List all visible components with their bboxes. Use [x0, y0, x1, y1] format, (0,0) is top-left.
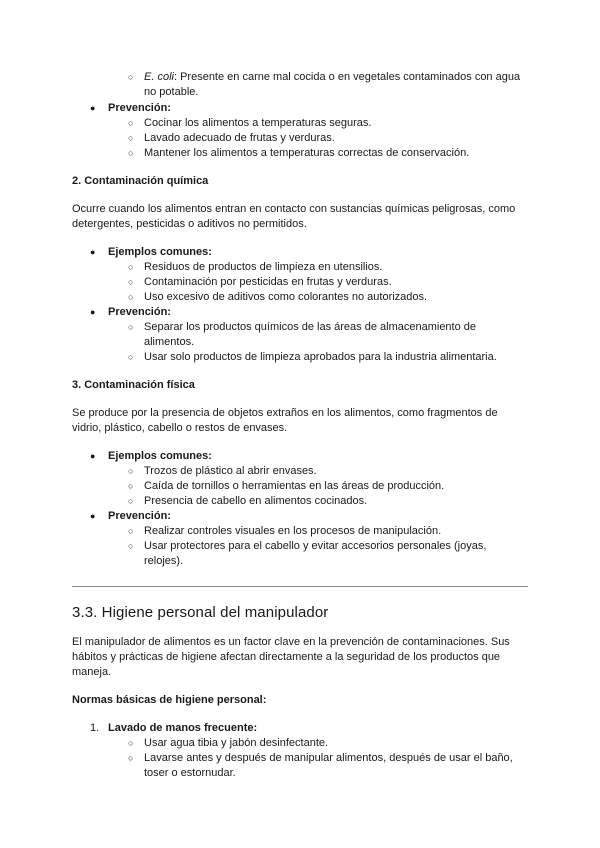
list-item: ○ Uso excesivo de aditivos como colorantes no autorizados. — [128, 291, 428, 303]
numbered-item-handwashing: 1. Lavado de manos frecuente: — [90, 722, 258, 734]
circle-bullet-icon: ○ — [128, 541, 134, 551]
bullet-icon: ● — [90, 451, 96, 461]
circle-bullet-icon: ○ — [128, 352, 134, 362]
norms-heading: Normas básicas de higiene personal: — [72, 694, 267, 706]
circle-bullet-icon: ○ — [128, 496, 134, 506]
circle-bullet-icon: ○ — [128, 262, 134, 272]
list-item: ○ Usar protectores para el cabello y evitar accesorios personales (joyas, relojes). — [128, 540, 487, 567]
circle-bullet-icon: ○ — [128, 466, 134, 476]
circle-bullet-icon: ○ — [128, 526, 134, 536]
circle-bullet-icon: ○ — [128, 753, 134, 763]
ecoli-term: E. coli — [144, 71, 174, 83]
list-item-ecoli — [72, 70, 528, 100]
examples-label-physical: ● Ejemplos comunes: — [90, 450, 212, 462]
section-heading-chemical: 2. Contaminación química — [72, 175, 209, 187]
list-item: ○ Caída de tornillos o herramientas en las áreas de producción. — [128, 480, 445, 492]
list-item: ○ Cocinar los alimentos a temperaturas seguras. — [128, 117, 372, 129]
bullet-icon: ● — [90, 307, 96, 317]
list-item: ○ Usar solo productos de limpieza aprobados para la industria alimentaria. — [128, 351, 497, 363]
hygiene-intro: El manipulador de alimentos es un factor clave en la prevención de contaminaciones. Sus hábitos y prácticas de higiene afectan directamente a la seguridad de los productos que maneja. — [72, 636, 510, 678]
prevention-label-1: ● Prevención: — [90, 102, 171, 114]
circle-bullet-icon: ○ — [128, 277, 134, 287]
circle-bullet-icon: ○ — [128, 481, 134, 491]
circle-bullet-icon: ○ — [128, 72, 134, 82]
list-number: 1. — [90, 722, 100, 734]
list-item: ○ Mantener los alimentos a temperaturas correctas de conservación. — [128, 147, 470, 159]
circle-bullet-icon: ○ — [128, 322, 134, 332]
bullet-icon: ● — [90, 247, 96, 257]
section-divider — [72, 586, 528, 587]
list-item: ○ Lavado adecuado de frutas y verduras. — [128, 132, 335, 144]
list-item: ○ Usar agua tibia y jabón desinfectante. — [128, 737, 329, 749]
circle-bullet-icon: ○ — [128, 738, 134, 748]
circle-bullet-icon: ○ — [128, 148, 134, 158]
list-item: ○ Realizar controles visuales en los procesos de manipulación. — [128, 525, 442, 537]
circle-bullet-icon: ○ — [128, 133, 134, 143]
list-item: ○ Trozos de plástico al abrir envases. — [128, 465, 317, 477]
circle-bullet-icon: ○ — [128, 292, 134, 302]
list-item: ○ Presencia de cabello en alimentos cocinados. — [128, 495, 368, 507]
section-heading-physical: 3. Contaminación física — [72, 379, 195, 391]
section-intro-chemical: Ocurre cuando los alimentos entran en contacto con sustancias químicas peligrosas, como detergentes, pesticidas o aditivos no permitidos. — [72, 203, 516, 230]
prevention-label-physical: ● Prevención: — [90, 510, 171, 522]
ecoli-text: : Presente en carne mal cocida o en vegetales contaminados con agua no potable. — [144, 71, 521, 98]
section-intro-physical: Se produce por la presencia de objetos extraños en los alimentos, como fragmentos de vidrio, plástico, cabello o restos de envases. — [72, 407, 498, 434]
list-item: ○ Separar los productos químicos de las áreas de almacenamiento de alimentos. — [128, 321, 477, 348]
examples-label-chemical: ● Ejemplos comunes: — [90, 246, 212, 258]
list-item: ○ Lavarse antes y después de manipular alimentos, después de usar el baño, toser o estornudar. — [128, 752, 513, 779]
circle-bullet-icon: ○ — [128, 118, 134, 128]
document-page — [72, 70, 528, 781]
list-item: ○ Residuos de productos de limpieza en utensilios. — [128, 261, 383, 273]
list-item: ○ Contaminación por pesticidas en frutas y verduras. — [128, 276, 392, 288]
bullet-icon: ● — [90, 511, 96, 521]
page-title: 3.3. Higiene personal del manipulador — [72, 604, 329, 621]
prevention-label-chemical: ● Prevención: — [90, 306, 171, 318]
bullet-icon: ● — [90, 103, 96, 113]
